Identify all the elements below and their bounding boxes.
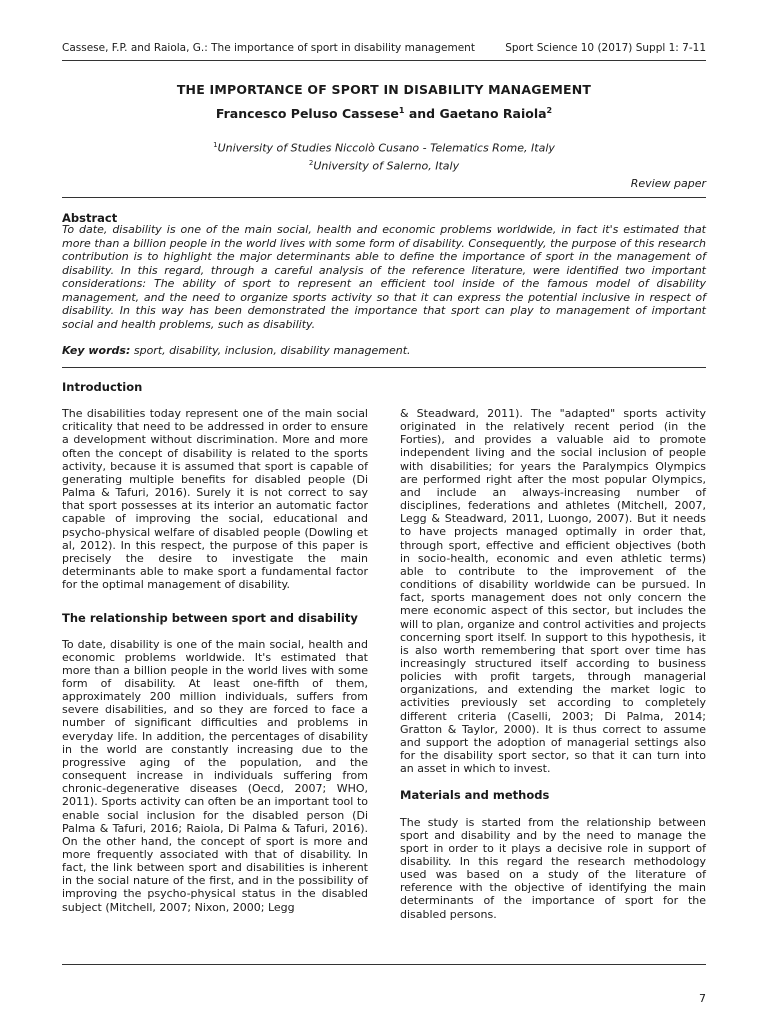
methods-text: The study is started from the relationship between sport and disability and by the need to manage the sport in order to it plays a decisive role in support of disability. In this regard the research methodology used was based on a study of the literature of reference with the objective of identifying the main determinants of the importance of sport for the disabled persons. xyxy=(400,815,706,921)
abstract-top-divider xyxy=(62,197,706,198)
affiliation xyxy=(62,138,706,156)
paper-title: THE IMPORTANCE OF SPORT IN DISABILITY MANAGEMENT xyxy=(176,82,592,97)
affiliation-text: University of Salerno, Italy xyxy=(313,159,460,173)
affiliation-mark: 1 xyxy=(213,141,218,149)
keywords-text: sport, disability, inclusion, disability management. xyxy=(130,344,411,357)
author-list xyxy=(62,106,706,121)
introduction-text: The disabilities today represent one of the main social criticality that need to be addressed in order to ensure a development without discrimination. More and more often the concept of disability is related to the sports activity, because it is assumed that sport is capable of generating multiple benefits for disabled people (Di Palma & Tafuri, 2016). Surely it is not correct to say that sport possesses at its interior an automatic factor capable of improving the social, educational and psycho-physical welfare of disabled people (Dowling et al, 2012). In this respect, the purpose of this paper is precisely the desire to investigate the main determinants able to make sport a fundamental factor for the optimal management of disability. xyxy=(62,407,368,592)
running-header-citation: Cassese, F.P. and Raiola, G.: The importance of sport in disability management xyxy=(62,42,475,54)
author-name: Francesco Peluso Cassese xyxy=(215,106,399,122)
relationship-text: To date, disability is one of the main social, health and economic problems worldwide. It's estimated that more than a billion people in the world lives with some form of disability. At least one-fifth of them, approximately 200 million individuals, suffers from severe disabilities, and so they are forced to face a number of significant difficulties and problems in everyday life. In addition, the percentages of disability in the world are constantly increasing due to the progressive aging of the population, and the consequent increase in individuals suffering from chronic-degenerative diseases (Oecd, 2007; WHO, 2011). Sports activity can often be an important tool to enable social inclusion for the disabled person (Di Palma & Tafuri, 2016; Raiola, Di Palma & Tafuri, 2016). On the other hand, the concept of sport is more and more frequently associated with that of disability. In fact, the link between sport and disabilities is inherent in the social nature of the first, and in the possibility of improving the psycho-physical status in the disabled subject (Mitchell, 2007; Nixon, 2000; Legg xyxy=(62,637,368,914)
author-conjunction: and xyxy=(404,106,440,122)
abstract-text: To date, disability is one of the main social, health and economic problems worldwide, in fact it's estimated that more than a billion people in the world lives with some form of disability. Consequently, the purpose of this research contribution is to highlight the major determinants able to define the importance of sport in the management of disability. In this regard, through a careful analysis of the reference literature, were identified two important considerations: The ability of sport to represent an efficient tool inside of the famous model of disability management, and the need to organize sports activity so that it can express the potential inclusive in respect of disability. In this way has been demonstrated the importance that sport can play to management of important social and health problems, such as disability. xyxy=(62,223,706,331)
right-column xyxy=(400,407,706,921)
keywords xyxy=(62,344,706,357)
page-number: 7 xyxy=(699,992,706,1005)
footer-divider xyxy=(62,964,706,965)
keywords-label: Key words: xyxy=(62,344,131,357)
affiliation-text: University of Studies Niccolò Cusano - Telematics Rome, Italy xyxy=(217,141,555,155)
author-affiliation-mark: 1 xyxy=(398,106,405,115)
section-heading-relationship: The relationship between sport and disability xyxy=(62,611,358,626)
affiliation-mark: 2 xyxy=(308,158,314,167)
left-column xyxy=(62,381,368,914)
header-divider xyxy=(62,60,706,61)
affiliations xyxy=(62,138,706,173)
section-heading-introduction: Introduction xyxy=(62,380,143,394)
abstract-heading: Abstract xyxy=(62,211,118,225)
paper-type: Review paper xyxy=(630,177,706,190)
keywords-divider xyxy=(62,367,706,368)
author-affiliation-mark: 2 xyxy=(546,106,553,115)
running-header-journal: Sport Science 10 (2017) Suppl 1: 7-11 xyxy=(505,42,706,54)
relationship-text-continued: & Steadward, 2011). The "adapted" sports activity originated in the relatively recent period (in the Forties), and provides a valuable aid to promote independent living and the social inclusion of people with disabilities; for years the Paralympics Olympics are performed right after the most popular Olympics, and include an always-increasing number of disciplines, federations and athletes (Mitchell, 2007, Legg & Steadward, 2011, Luongo, 2007). But it needs to have projects managed optimally in order that, through sport, effective and efficient objectives (both in socio-health, economic and even athletic terms) able to contribute to the improvement of the conditions of disability worldwide can be pursued. In fact, sports management does not only concern the mere economic aspect of this sector, but includes the will to plan, organize and control activities and projects concerning sport itself. In support to this hypothesis, it is also worth remembering that sport over time has increasingly structured itself according to business policies with profit targets, through managerial organizations, and extending the market logic to activities previously set according to completely different criteria (Caselli, 2003; Di Palma, 2014; Gratton & Taylor, 2000). It is thus correct to assume and support the adoption of managerial settings also for the disability sport sector, so that it can turn into an asset in which to invest. xyxy=(400,407,706,776)
author-name: Gaetano Raiola xyxy=(439,106,547,122)
affiliation xyxy=(62,156,706,174)
section-heading-methods: Materials and methods xyxy=(400,788,550,803)
